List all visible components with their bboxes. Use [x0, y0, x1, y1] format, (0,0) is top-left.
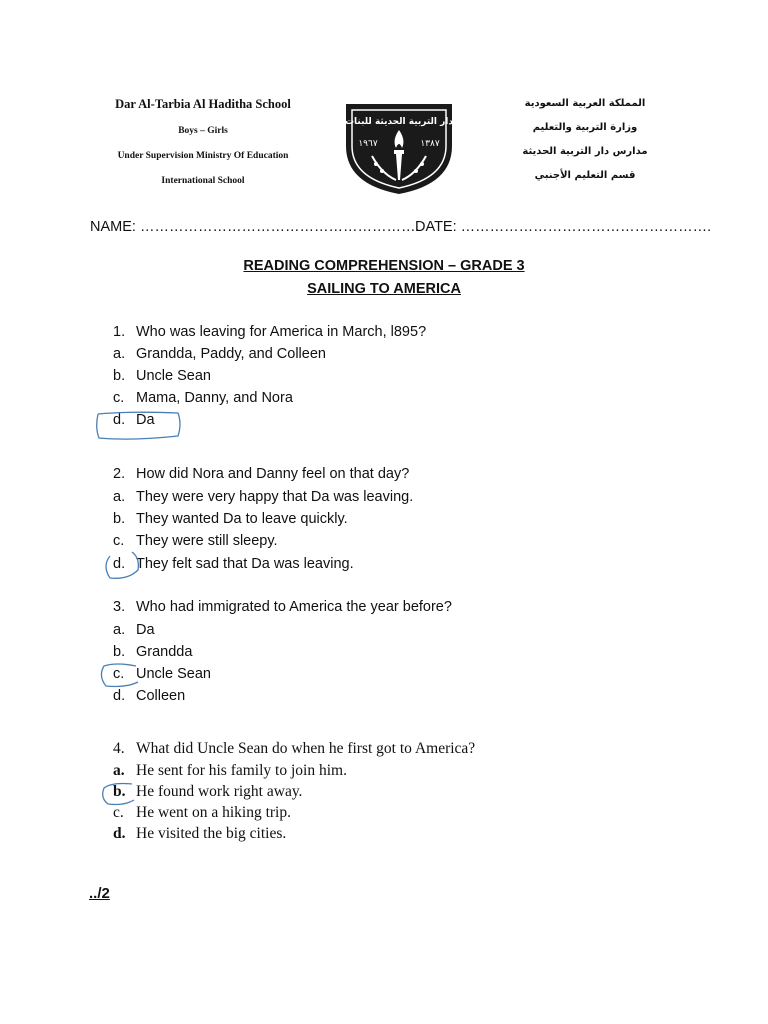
option-letter: d. — [113, 825, 126, 842]
option-letter: b. — [113, 511, 126, 527]
option-text: They wanted Da to leave quickly. — [136, 511, 348, 527]
question-number: 2. — [113, 466, 126, 482]
date-field: DATE: ……………………………………………. — [415, 219, 712, 235]
option-d — [0, 688, 600, 710]
school-type: International School — [161, 176, 245, 186]
option-b — [0, 783, 600, 805]
option-letter: a. — [113, 346, 126, 362]
option-d — [0, 412, 600, 434]
option-d — [0, 556, 600, 578]
answer-circle-q4 — [98, 780, 140, 808]
worksheet-title: READING COMPREHENSION – GRADE 3 — [243, 258, 525, 274]
option-text: Uncle Sean — [136, 368, 211, 384]
logo-year-right: ١٣٨٧ — [420, 139, 440, 149]
logo-year-left: ١٩٦٧ — [358, 139, 378, 149]
option-text: They felt sad that Da was leaving. — [136, 556, 354, 572]
school-name: Dar Al-Tarbia Al Haditha School — [115, 97, 291, 111]
option-c — [0, 390, 600, 412]
option-letter: c. — [113, 804, 124, 821]
school-gender: Boys – Girls — [178, 126, 228, 136]
story-title: SAILING TO AMERICA — [307, 281, 461, 297]
question-text: How did Nora and Danny feel on that day? — [136, 466, 410, 482]
option-letter: d. — [113, 688, 126, 704]
answer-circle-q1 — [92, 410, 184, 442]
option-letter: a. — [113, 762, 125, 779]
question-2-stem — [0, 466, 600, 488]
option-d — [0, 825, 600, 847]
option-b — [0, 511, 600, 533]
option-text: Mama, Danny, and Nora — [136, 390, 293, 406]
option-b — [0, 368, 600, 390]
option-text: They were still sleepy. — [136, 533, 278, 549]
arabic-line-1: المملكة العربية السعودية — [524, 98, 646, 109]
option-text: They were very happy that Da was leaving. — [136, 489, 414, 505]
option-letter: d. — [113, 412, 126, 428]
arabic-line-4: قسم التعليم الأجنبي — [534, 170, 636, 181]
name-field: NAME: …………………………………………………. — [90, 219, 420, 235]
option-c — [0, 533, 600, 555]
option-letter: c. — [113, 666, 125, 682]
option-b — [0, 644, 600, 666]
question-4-stem — [0, 740, 600, 762]
option-a — [0, 489, 600, 511]
option-letter: b. — [113, 644, 126, 660]
option-text: He went on a hiking trip. — [136, 804, 291, 821]
school-seal-icon — [342, 100, 456, 196]
school-logo — [342, 100, 456, 196]
option-text: He found work right away. — [136, 783, 303, 800]
logo-arabic-text: دار التربية الحديثة للبنات — [344, 117, 454, 127]
answer-circle-q3 — [96, 660, 144, 690]
option-letter: b. — [113, 368, 126, 384]
answer-circle-q2 — [100, 550, 144, 582]
option-text: Da — [136, 412, 155, 428]
option-letter: d. — [113, 556, 126, 572]
option-a — [0, 346, 600, 368]
question-number: 3. — [113, 599, 126, 615]
question-text: What did Uncle Sean do when he first got to America? — [136, 740, 476, 757]
option-text: Grandda, Paddy, and Colleen — [136, 346, 326, 362]
option-text: He visited the big cities. — [136, 825, 287, 842]
question-number: 4. — [113, 740, 125, 757]
option-letter: b. — [113, 783, 126, 800]
option-text: Uncle Sean — [136, 666, 211, 682]
question-text: Who had immigrated to America the year before? — [136, 599, 452, 615]
page-continuation-marker: ../2 — [89, 885, 110, 902]
question-text: Who was leaving for America in March, l895? — [136, 324, 427, 340]
question-number: 1. — [113, 324, 126, 340]
school-header-right — [500, 98, 670, 194]
option-letter: c. — [113, 390, 125, 406]
option-letter: a. — [113, 489, 126, 505]
question-3-stem — [0, 599, 600, 621]
question-1-stem — [0, 324, 600, 346]
option-text: Colleen — [136, 688, 186, 704]
arabic-line-3: مدارس دار التربية الحديثة — [522, 146, 648, 157]
option-a — [0, 622, 600, 644]
option-c — [0, 666, 600, 688]
school-supervision: Under Supervision Ministry Of Education — [117, 151, 289, 161]
option-text: He sent for his family to join him. — [136, 762, 347, 779]
option-letter: c. — [113, 533, 125, 549]
school-header-left — [108, 97, 298, 201]
option-text: Da — [136, 622, 155, 638]
option-a — [0, 762, 600, 784]
option-text: Grandda — [136, 644, 193, 660]
arabic-line-2: وزارة التربية والتعليم — [532, 122, 638, 133]
option-c — [0, 804, 600, 826]
option-letter: a. — [113, 622, 126, 638]
